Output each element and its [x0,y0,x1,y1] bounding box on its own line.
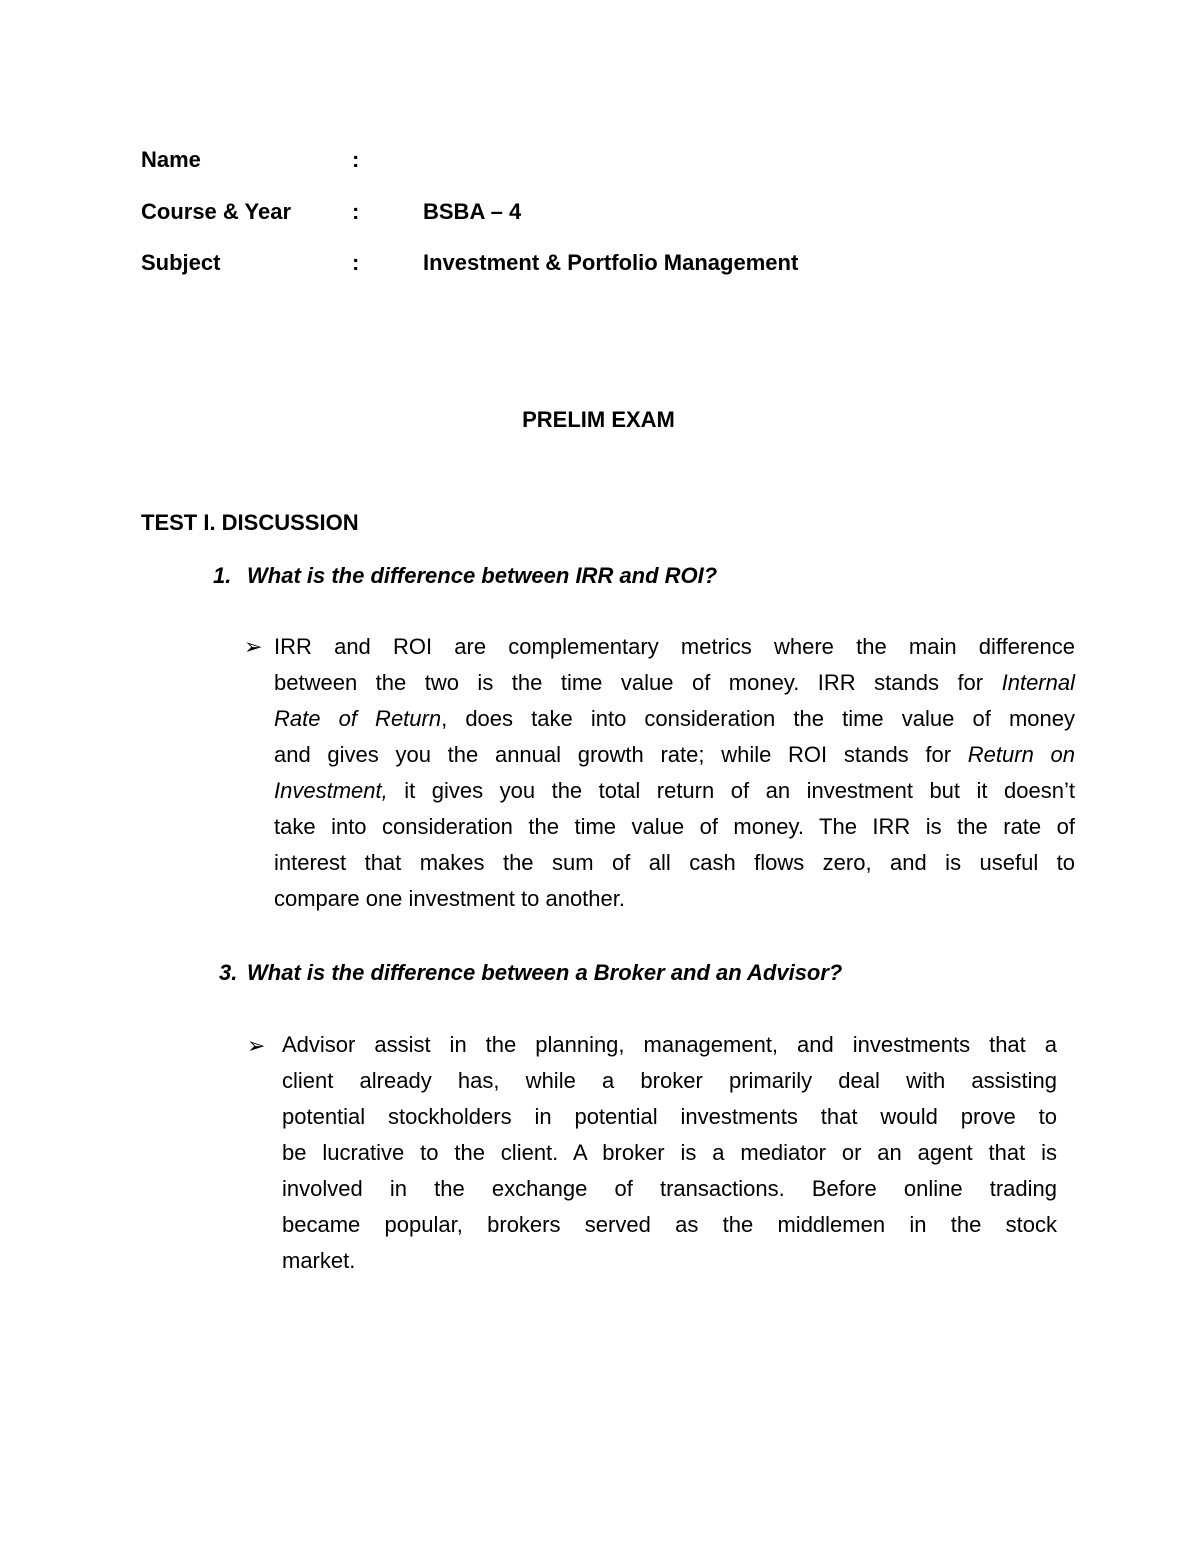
answer-text: and gives you the annual growth rate; while ROI stands for [274,742,968,767]
answer-line [274,881,1075,917]
question-1 [213,561,717,591]
answer-line [282,1027,1057,1063]
answer-text: take into consideration the time value of money. The IRR is the rate of [274,814,1075,839]
subject-label: Subject [141,250,221,275]
answer-line [282,1243,1057,1279]
answer-line [274,809,1075,845]
answer-text: client already has, while a broker primarily deal with assisting [282,1068,1057,1093]
answer-3 [282,1027,1057,1279]
course-year-label: Course & Year [141,199,292,224]
answer-line [274,737,1075,773]
answer-line [274,665,1075,701]
question-text: What is the difference between a Broker and an Advisor? [247,960,843,985]
question-number: 1. [213,563,232,588]
answer-line [274,701,1075,737]
answer-text: IRR and ROI are complementary metrics where the main difference [274,634,1075,659]
answer-text: between the two is the time value of money. IRR stands for [274,670,1002,695]
answer-line [282,1171,1057,1207]
name-label: Name [141,147,201,172]
answer-line [274,629,1075,665]
answer-text: involved in the exchange of transactions. Before online trading [282,1176,1057,1201]
subject-value: Investment & Portfolio Management [423,250,799,275]
italic-term: Rate of Return [274,706,442,731]
exam-title: PRELIM EXAM [522,407,675,432]
test-title: TEST I. DISCUSSION [141,510,359,535]
answer-text: interest that makes the sum of all cash flows zero, and is useful to [274,850,1075,875]
name-colon: : [352,147,360,172]
answer-line [282,1135,1057,1171]
answer-line [274,845,1075,881]
arrow-bullet-icon: ➢ [244,634,263,659]
answer-text: potential stockholders in potential investments that would prove to [282,1104,1057,1129]
italic-term: Return on [967,742,1075,767]
answer-line [274,773,1075,809]
answer-line [282,1099,1057,1135]
question-3 [219,958,842,988]
answer-text: market. [282,1248,356,1273]
question-text: What is the difference between IRR and ROI? [247,563,718,588]
answer-1 [274,629,1075,917]
answer-line [282,1207,1057,1243]
italic-term: Investment, [274,778,388,803]
subject-colon: : [352,250,360,275]
answer-text: be lucrative to the client. A broker is a mediator or an agent that is [282,1140,1057,1165]
answer-text: compare one investment to another. [274,886,625,911]
answer-text: it gives you the total return of an investment but it doesn’t [387,778,1075,803]
answer-line [282,1063,1057,1099]
course-year-colon: : [352,199,360,224]
arrow-bullet-icon: ➢ [247,1033,266,1058]
course-year-value: BSBA – 4 [423,199,522,224]
italic-term: Internal [1001,670,1075,695]
answer-text: , does take into consideration the time value of money [441,706,1075,731]
question-number: 3. [219,960,238,985]
answer-text: became popular, brokers served as the middlemen in the stock [282,1212,1057,1237]
answer-text: Advisor assist in the planning, management, and investments that a [282,1032,1057,1057]
